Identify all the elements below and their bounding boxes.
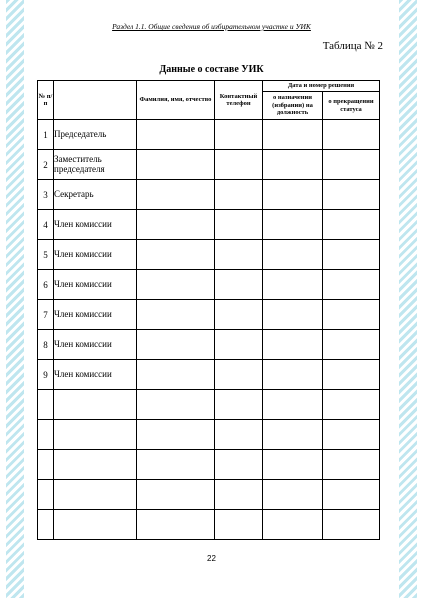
row-number-cell	[38, 480, 54, 510]
col-header-appointed: о назначении (избрании) на должность	[263, 92, 323, 120]
row-role-cell	[54, 420, 137, 450]
row-role-cell: Член комиссии	[54, 240, 137, 270]
row-number-cell	[38, 390, 54, 420]
row-appointed-cell[interactable]	[263, 150, 323, 180]
row-terminated-cell[interactable]	[323, 390, 380, 420]
row-terminated-cell[interactable]	[323, 120, 380, 150]
row-terminated-cell[interactable]	[323, 450, 380, 480]
row-name-cell[interactable]	[137, 510, 215, 540]
col-header-name: Фамилия, имя, отчество	[137, 81, 215, 120]
row-number-cell: 1	[38, 120, 54, 150]
row-name-cell[interactable]	[137, 360, 215, 390]
row-name-cell[interactable]	[137, 330, 215, 360]
row-appointed-cell[interactable]	[263, 270, 323, 300]
table-number: Таблица № 2	[322, 40, 383, 52]
row-phone-cell[interactable]	[215, 510, 263, 540]
row-name-cell[interactable]	[137, 300, 215, 330]
section-header: Раздел 1.1. Общие сведения об избирательном участке и УИК	[112, 22, 311, 31]
row-name-cell[interactable]	[137, 390, 215, 420]
row-number-cell	[38, 450, 54, 480]
row-phone-cell[interactable]	[215, 240, 263, 270]
row-name-cell[interactable]	[137, 450, 215, 480]
row-role-cell: Член комиссии	[54, 270, 137, 300]
row-number-cell: 9	[38, 360, 54, 390]
row-terminated-cell[interactable]	[323, 420, 380, 450]
row-appointed-cell[interactable]	[263, 480, 323, 510]
col-header-role	[54, 81, 137, 120]
row-phone-cell[interactable]	[215, 210, 263, 240]
row-terminated-cell[interactable]	[323, 360, 380, 390]
row-number-cell: 4	[38, 210, 54, 240]
row-terminated-cell[interactable]	[323, 210, 380, 240]
col-header-terminated: о прекращении статуса	[323, 92, 380, 120]
col-header-num: № п/п	[38, 81, 54, 120]
row-appointed-cell[interactable]	[263, 510, 323, 540]
row-phone-cell[interactable]	[215, 480, 263, 510]
row-role-cell: Член комиссии	[54, 360, 137, 390]
table-row	[38, 420, 380, 450]
row-name-cell[interactable]	[137, 480, 215, 510]
row-role-cell: Член комиссии	[54, 300, 137, 330]
row-number-cell: 6	[38, 270, 54, 300]
table-row	[38, 180, 380, 210]
table-row	[38, 450, 380, 480]
row-appointed-cell[interactable]	[263, 360, 323, 390]
table-row	[38, 330, 380, 360]
table-row	[38, 390, 380, 420]
row-number-cell	[38, 420, 54, 450]
row-name-cell[interactable]	[137, 270, 215, 300]
row-number-cell: 2	[38, 150, 54, 180]
row-appointed-cell[interactable]	[263, 420, 323, 450]
row-appointed-cell[interactable]	[263, 240, 323, 270]
row-role-cell: Член комиссии	[54, 210, 137, 240]
row-name-cell[interactable]	[137, 180, 215, 210]
row-terminated-cell[interactable]	[323, 180, 380, 210]
table-row	[38, 120, 380, 150]
row-name-cell[interactable]	[137, 120, 215, 150]
table-row	[38, 510, 380, 540]
table-row	[38, 150, 380, 180]
row-role-cell: Заместитель председателя	[54, 150, 137, 180]
table-row	[38, 360, 380, 390]
row-number-cell: 5	[38, 240, 54, 270]
row-role-cell: Председатель	[54, 120, 137, 150]
row-phone-cell[interactable]	[215, 450, 263, 480]
row-phone-cell[interactable]	[215, 180, 263, 210]
row-number-cell: 8	[38, 330, 54, 360]
row-role-cell: Член комиссии	[54, 330, 137, 360]
row-terminated-cell[interactable]	[323, 330, 380, 360]
row-role-cell	[54, 390, 137, 420]
row-name-cell[interactable]	[137, 420, 215, 450]
row-role-cell	[54, 480, 137, 510]
row-phone-cell[interactable]	[215, 420, 263, 450]
left-decorative-stripe	[6, 0, 24, 598]
page-number: 22	[207, 554, 216, 563]
table-row	[38, 270, 380, 300]
row-phone-cell[interactable]	[215, 300, 263, 330]
row-appointed-cell[interactable]	[263, 300, 323, 330]
row-phone-cell[interactable]	[215, 330, 263, 360]
row-phone-cell[interactable]	[215, 120, 263, 150]
row-name-cell[interactable]	[137, 240, 215, 270]
row-phone-cell[interactable]	[215, 270, 263, 300]
row-name-cell[interactable]	[137, 210, 215, 240]
row-number-cell: 7	[38, 300, 54, 330]
row-role-cell: Секретарь	[54, 180, 137, 210]
row-terminated-cell[interactable]	[323, 150, 380, 180]
row-appointed-cell[interactable]	[263, 390, 323, 420]
row-name-cell[interactable]	[137, 150, 215, 180]
row-phone-cell[interactable]	[215, 360, 263, 390]
row-appointed-cell[interactable]	[263, 210, 323, 240]
row-number-cell	[38, 510, 54, 540]
row-appointed-cell[interactable]	[263, 120, 323, 150]
row-terminated-cell[interactable]	[323, 510, 380, 540]
table-title: Данные о составе УИК	[159, 64, 264, 75]
row-appointed-cell[interactable]	[263, 450, 323, 480]
row-phone-cell[interactable]	[215, 150, 263, 180]
row-terminated-cell[interactable]	[323, 270, 380, 300]
row-phone-cell[interactable]	[215, 390, 263, 420]
row-terminated-cell[interactable]	[323, 300, 380, 330]
row-role-cell	[54, 450, 137, 480]
row-number-cell: 3	[38, 180, 54, 210]
col-header-decision-group: Дата и номер решения	[263, 81, 380, 92]
table-row	[38, 210, 380, 240]
uik-composition-table	[37, 80, 380, 540]
row-role-cell	[54, 510, 137, 540]
table-row	[38, 300, 380, 330]
row-appointed-cell[interactable]	[263, 330, 323, 360]
col-header-phone: Контактный телефон	[215, 81, 263, 120]
row-appointed-cell[interactable]	[263, 180, 323, 210]
table-row	[38, 480, 380, 510]
row-terminated-cell[interactable]	[323, 240, 380, 270]
table-row	[38, 240, 380, 270]
right-decorative-stripe	[399, 0, 417, 598]
row-terminated-cell[interactable]	[323, 480, 380, 510]
